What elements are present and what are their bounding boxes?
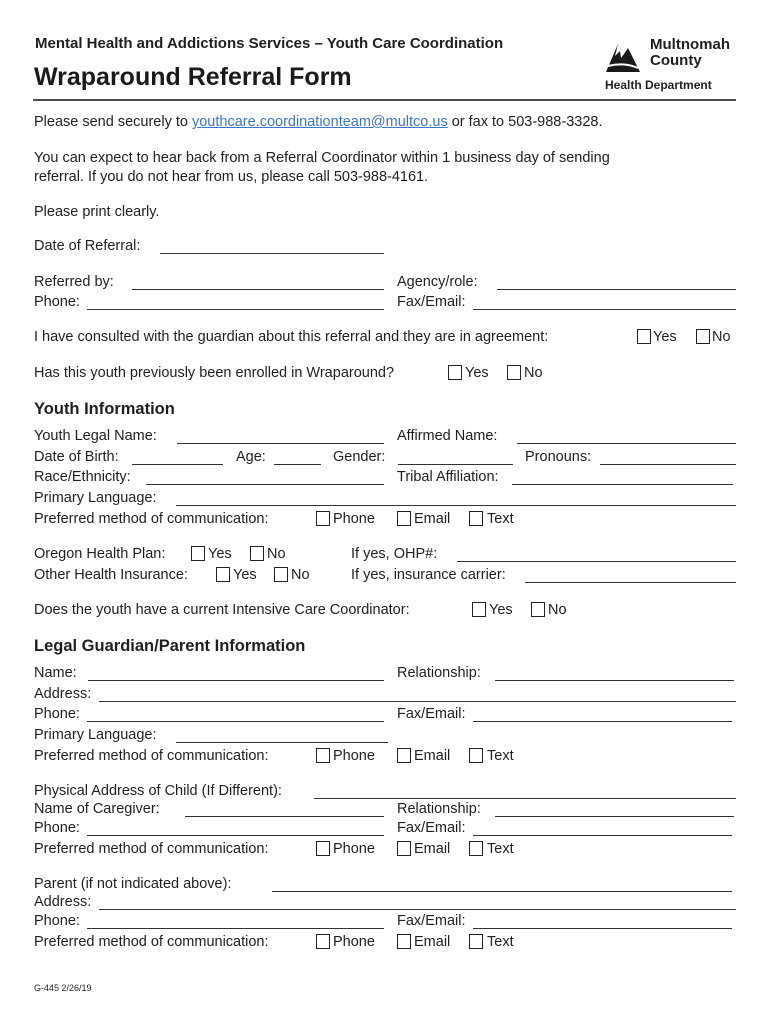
agency-role-label: Agency/role: [397,274,478,290]
affirmed-name-label: Affirmed Name: [397,428,498,444]
parent-field[interactable] [272,891,732,892]
dob-label: Date of Birth: [34,449,119,465]
ohp-number-field[interactable] [457,561,736,562]
ohp-yes-checkbox[interactable] [191,546,205,561]
referrer-fax-label: Fax/Email: [397,294,466,310]
logo-department: Health Department [605,78,712,92]
parent-comm-phone-label: Phone [333,934,375,950]
youth-legal-name-label: Youth Legal Name: [34,428,157,444]
tribal-label: Tribal Affiliation: [397,469,499,485]
header-divider [33,99,736,101]
caregiver-comm-label: Preferred method of communication: [34,841,269,857]
youth-section-heading: Youth Information [34,400,175,418]
consulted-question: I have consulted with the guardian about this referral and they are in agreement: [34,329,549,345]
parent-phone-field[interactable] [87,928,384,929]
parent-comm-email-checkbox[interactable] [397,934,411,949]
parent-comm-phone-checkbox[interactable] [316,934,330,949]
youth-comm-text-checkbox[interactable] [469,511,483,526]
caregiver-phone-label: Phone: [34,820,80,836]
guardian-address-field[interactable] [99,701,736,702]
referred-by-label: Referred by: [34,274,114,290]
guardian-fax-field[interactable] [473,721,732,722]
agency-role-field[interactable] [497,289,736,290]
referred-by-field[interactable] [132,289,384,290]
guardian-language-field[interactable] [176,742,388,743]
gender-field[interactable] [398,464,513,465]
other-insurance-label: Other Health Insurance: [34,567,188,583]
parent-phone-label: Phone: [34,913,80,929]
enrolled-no-checkbox[interactable] [507,365,521,380]
guardian-phone-label: Phone: [34,706,80,722]
logo-name: Multnomah County [650,36,730,69]
youth-language-label: Primary Language: [34,490,157,506]
guardian-comm-email-label: Email [414,748,451,764]
send-instructions: Please send securely to youthcare.coordinationteam@multco.us or fax to 503-988-3328. [34,114,603,130]
referrer-phone-label: Phone: [34,294,80,310]
enrolled-yes-label: Yes [465,365,489,381]
age-label: Age: [236,449,266,465]
caregiver-comm-phone-checkbox[interactable] [316,841,330,856]
guardian-phone-field[interactable] [87,721,384,722]
caregiver-relationship-field[interactable] [495,816,734,817]
gender-label: Gender: [333,449,386,465]
date-of-referral-field[interactable] [160,253,384,254]
icc-yes-checkbox[interactable] [472,602,486,617]
physical-address-field[interactable] [314,798,736,799]
consulted-no-checkbox[interactable] [696,329,710,344]
caregiver-comm-email-checkbox[interactable] [397,841,411,856]
race-field[interactable] [146,484,384,485]
icc-no-checkbox[interactable] [531,602,545,617]
referrer-phone-field[interactable] [87,309,384,310]
ohp-yes-label: Yes [208,546,232,562]
ohp-no-label: No [267,546,286,562]
youth-comm-label: Preferred method of communication: [34,511,269,527]
expect-line-1: You can expect to hear back from a Referral Coordinator within 1 business day of sending [34,150,610,166]
youth-comm-phone-checkbox[interactable] [316,511,330,526]
youth-comm-email-checkbox[interactable] [397,511,411,526]
guardian-name-field[interactable] [88,680,384,681]
parent-comm-text-label: Text [487,934,514,950]
guardian-address-label: Address: [34,686,92,702]
insurance-carrier-label: If yes, insurance carrier: [351,567,506,583]
parent-fax-field[interactable] [473,928,732,929]
caregiver-relationship-label: Relationship: [397,801,481,817]
physical-address-label: Physical Address of Child (If Different): [34,783,282,799]
guardian-language-label: Primary Language: [34,727,157,743]
guardian-comm-label: Preferred method of communication: [34,748,269,764]
parent-label: Parent (if not indicated above): [34,876,232,892]
ohp-label: Oregon Health Plan: [34,546,166,562]
other-insurance-no-label: No [291,567,310,583]
guardian-comm-phone-label: Phone [333,748,375,764]
parent-comm-label: Preferred method of communication: [34,934,269,950]
caregiver-fax-field[interactable] [473,835,732,836]
enrolled-yes-checkbox[interactable] [448,365,462,380]
guardian-relationship-field[interactable] [495,680,734,681]
parent-comm-email-label: Email [414,934,451,950]
dob-field[interactable] [132,464,223,465]
parent-fax-label: Fax/Email: [397,913,466,929]
guardian-fax-label: Fax/Email: [397,706,466,722]
youth-comm-email-label: Email [414,511,451,527]
caregiver-fax-label: Fax/Email: [397,820,466,836]
race-label: Race/Ethnicity: [34,469,131,485]
guardian-relationship-label: Relationship: [397,665,481,681]
caregiver-phone-field[interactable] [87,835,384,836]
parent-address-label: Address: [34,894,92,910]
other-insurance-no-checkbox[interactable] [274,567,288,582]
date-of-referral-label: Date of Referral: [34,238,141,254]
guardian-comm-phone-checkbox[interactable] [316,748,330,763]
other-insurance-yes-label: Yes [233,567,257,583]
pronouns-label: Pronouns: [525,449,592,465]
referrer-fax-field[interactable] [473,309,736,310]
caregiver-field[interactable] [185,816,384,817]
ohp-no-checkbox[interactable] [250,546,264,561]
icc-no-label: No [548,602,567,618]
guardian-section-heading: Legal Guardian/Parent Information [34,637,306,655]
youth-legal-name-field[interactable] [177,443,384,444]
consulted-no-label: No [712,329,731,345]
guardian-name-label: Name: [34,665,77,681]
pronouns-field[interactable] [600,464,736,465]
icc-yes-label: Yes [489,602,513,618]
parent-comm-text-checkbox[interactable] [469,934,483,949]
youth-comm-phone-label: Phone [333,511,375,527]
icc-question: Does the youth have a current Intensive Care Coordinator: [34,602,410,618]
insurance-carrier-field[interactable] [525,582,736,583]
tribal-field[interactable] [512,484,733,485]
caregiver-comm-email-label: Email [414,841,451,857]
age-field[interactable] [274,464,321,465]
guardian-comm-text-checkbox[interactable] [469,748,483,763]
form-subtitle: Mental Health and Addictions Services – Youth Care Coordination [35,35,504,52]
enrolled-no-label: No [524,365,543,381]
youth-language-field[interactable] [176,505,736,506]
caregiver-comm-phone-label: Phone [333,841,375,857]
form-title: Wraparound Referral Form [34,63,352,91]
caregiver-comm-text-label: Text [487,841,514,857]
form-number: G-445 2/26/19 [34,983,92,993]
ohp-number-label: If yes, OHP#: [351,546,438,562]
affirmed-name-field[interactable] [517,443,736,444]
enrolled-question: Has this youth previously been enrolled in Wraparound? [34,365,395,381]
guardian-comm-text-label: Text [487,748,514,764]
consulted-yes-checkbox[interactable] [637,329,651,344]
consulted-yes-label: Yes [653,329,677,345]
email-link[interactable]: youthcare.coordinationteam@multco.us [191,114,448,130]
guardian-comm-email-checkbox[interactable] [397,748,411,763]
caregiver-comm-text-checkbox[interactable] [469,841,483,856]
other-insurance-yes-checkbox[interactable] [216,567,230,582]
youth-comm-text-label: Text [487,511,514,527]
print-instruction: Please print clearly. [34,204,160,220]
parent-address-field[interactable] [99,909,736,910]
caregiver-label: Name of Caregiver: [34,801,160,817]
expect-line-2: referral. If you do not hear from us, please call 503-988-4161. [34,169,429,185]
